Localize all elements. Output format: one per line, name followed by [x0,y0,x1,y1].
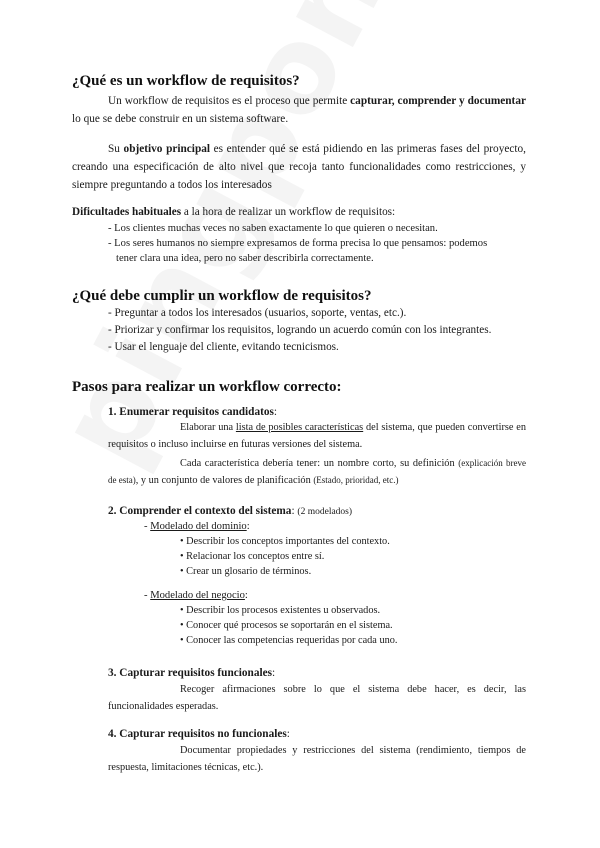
section-title-must-meet: ¿Qué debe cumplir un workflow de requisitos? [72,288,372,304]
step-1-paragraph-1: Elaborar una lista de posibles características del sistema, que pueden convertirse en requisitos o incluso incluirse en futuras versiones del sistema. [108,422,526,450]
business-model-label: - Modelado del negocio: [144,590,248,601]
difficulty-item: - Los seres humanos no siempre expresamos de forma precisa lo que pensamos: podemos [108,238,488,249]
business-model-item: • Conocer qué procesos se soportarán en el sistema. [180,620,393,631]
step-3-paragraph: Recoger afirmaciones sobre lo que el sistema debe hacer, es decir, las funcionalidades esperadas. [108,684,526,712]
domain-model-item: • Relacionar los conceptos entre sí. [180,551,325,562]
step-1-paragraph-2: Cada característica debería tener: un nombre corto, su definición (explicación breve de esta), y un conjunto de valores de planificación (Estado, prioridad, etc.) [108,458,527,486]
difficulties-heading: Dificultades habituales a la hora de realizar un workflow de requisitos: [72,206,396,218]
difficulty-item: - Los clientes muchas veces no saben exactamente lo que quieren o necesitan. [108,223,438,234]
step-3-heading: 3. Capturar requisitos funcionales: [108,667,276,679]
difficulty-item-continuation: tener clara una idea, pero no saber describirla correctamente. [116,253,374,264]
business-model-item: • Conocer las competencias requeridas por cada uno. [180,635,398,646]
domain-model-item: • Describir los conceptos importantes del contexto. [180,536,390,547]
step-4-heading: 4. Capturar requisitos no funcionales: [108,728,290,740]
objective-paragraph: Su objetivo principal es entender qué se está pidiendo en las primeras fases del proyecto, creando una especificación de alto nivel que recoja tanto funcionalidades como restricciones, y siempre preguntando a todos los interesados [72,143,526,191]
intro-paragraph: Un workflow de requisitos es el proceso que permite capturar, comprender y documentar lo que se debe construir en un sistema software. [72,95,526,125]
requirement-item: - Usar el lenguaje del cliente, evitando tecnicismos. [108,341,339,353]
domain-model-item: • Crear un glosario de términos. [180,566,312,577]
domain-model-label: - Modelado del dominio: [144,521,250,532]
business-model-item: • Describir los procesos existentes u observados. [180,605,381,616]
step-2-heading: 2. Comprender el contexto del sistema: (2 modelados) [108,505,353,517]
section-title-steps: Pasos para realizar un workflow correcto: [72,379,342,395]
section-title-what-is: ¿Qué es un workflow de requisitos? [72,73,300,89]
requirement-item: - Priorizar y confirmar los requisitos, logrando un acuerdo común con los integrantes. [108,324,492,336]
step-4-paragraph: Documentar propiedades y restricciones del sistema (rendimiento, tiempos de respuesta, limitaciones técnicas, etc.). [108,745,526,773]
requirement-item: - Preguntar a todos los interesados (usuarios, soporte, ventas, etc.). [108,307,407,319]
step-1-heading: 1. Enumerar requisitos candidatos: [108,406,278,418]
